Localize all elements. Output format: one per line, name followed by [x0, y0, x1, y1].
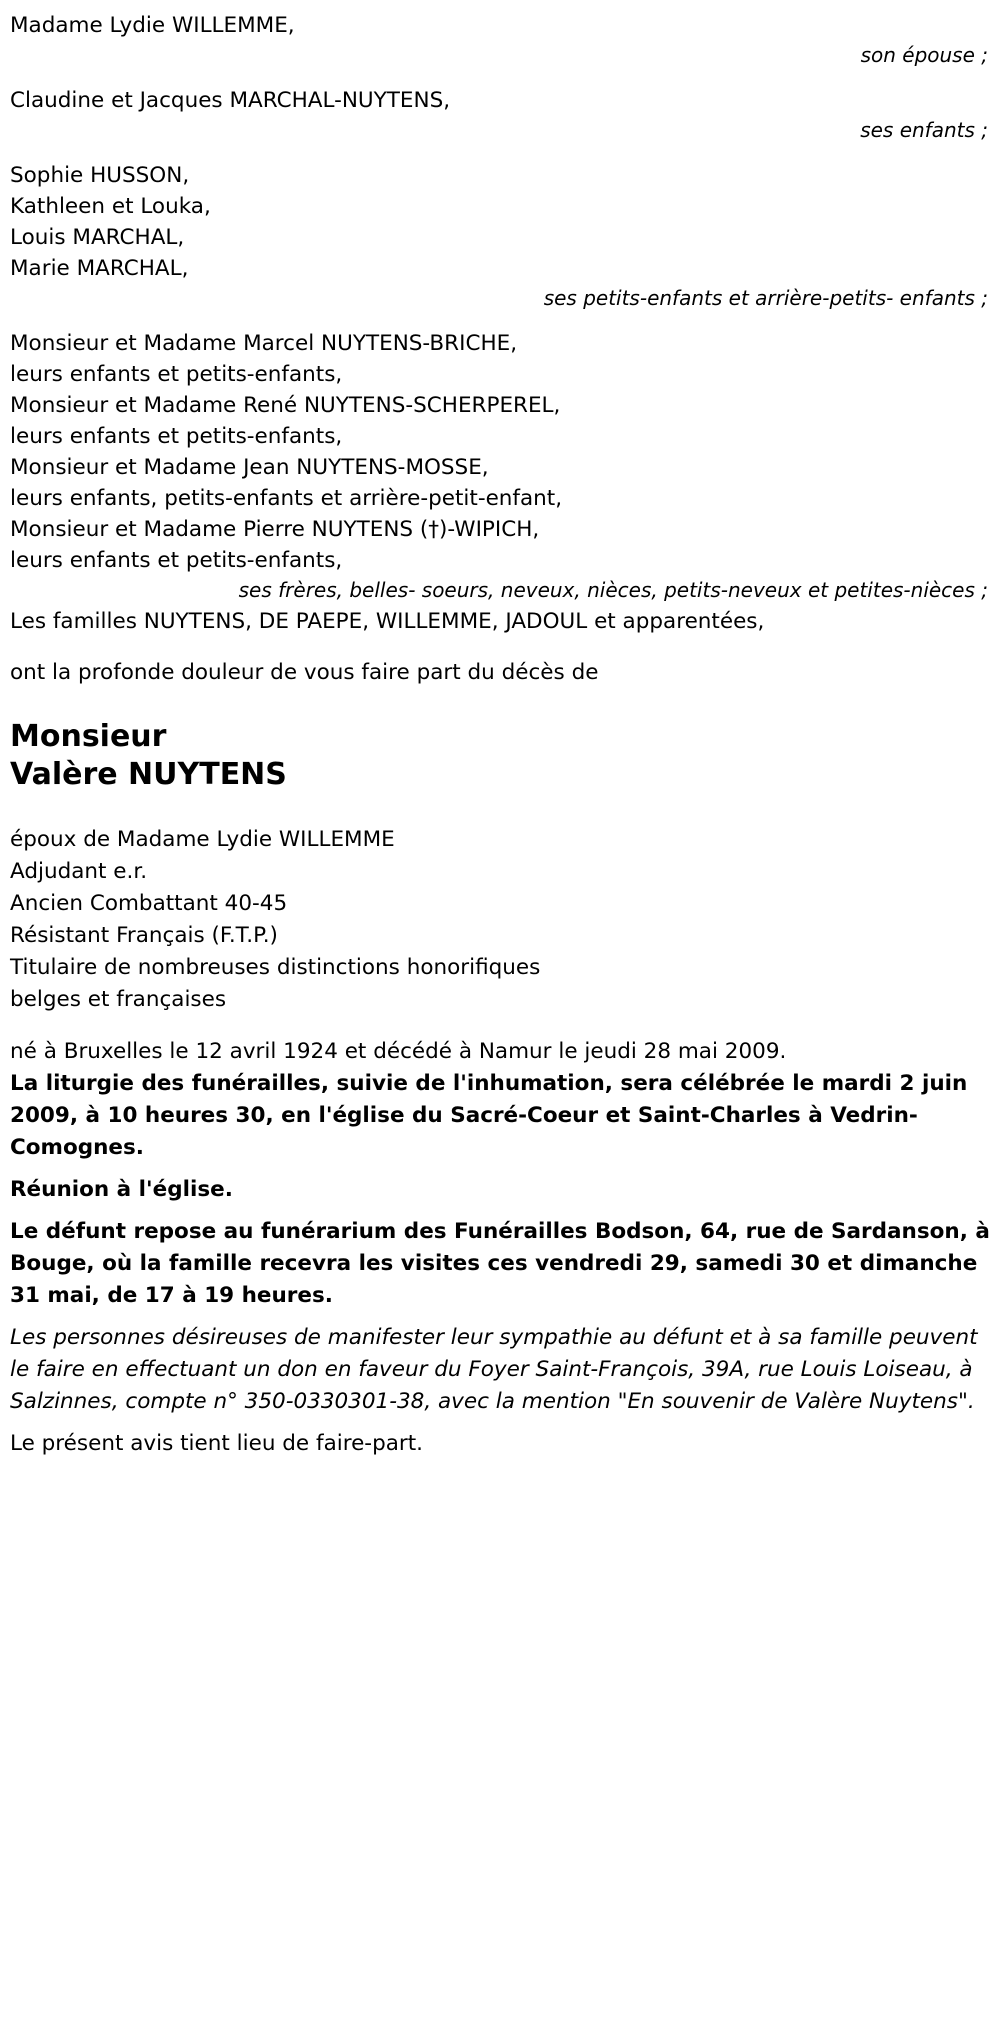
relation-label: ses frères, belles- soeurs, neveux, nièces, petits-neveux et petites-nièces ;	[238, 578, 988, 602]
detail-line: Titulaire de nombreuses distinctions honorifiques	[10, 955, 541, 980]
relation-label: ses enfants ;	[860, 118, 988, 142]
family-name-line: Monsieur et Madame Marcel NUYTENS-BRICHE,	[10, 331, 518, 356]
detail-line: époux de Madame Lydie WILLEMME	[10, 827, 395, 852]
related-families-line: Les familles NUYTENS, DE PAEPE, WILLEMME, JADOUL et apparentées,	[10, 609, 765, 634]
family-name-line: Sophie HUSSON,	[10, 163, 190, 188]
family-name-line: leurs enfants et petits-enfants,	[10, 548, 343, 573]
spacer	[10, 637, 990, 657]
visits-paragraph: Le défunt repose au funérarium des Funérailles Bodson, 64, rue de Sardanson, à Bouge, où la famille recevra les visites ces vendredi 29, samedi 30 et dimanche 31 mai, de 17 à 19 heures.	[10, 1219, 990, 1308]
family-group-children	[10, 85, 990, 144]
family-name-line: Claudine et Jacques MARCHAL-NUYTENS,	[10, 88, 451, 113]
spacer	[10, 146, 990, 158]
relation-label: son épouse ;	[860, 43, 988, 67]
detail-line: Résistant Français (F.T.P.)	[10, 923, 278, 948]
detail-line: belges et françaises	[10, 987, 227, 1012]
deceased-title: Monsieur	[10, 719, 167, 754]
funeral-paragraph: La liturgie des funérailles, suivie de l'inhumation, sera célébrée le mardi 2 juin 2009, à 10 heures 30, en l'église du Sacré-Coeur et Saint-Charles à Vedrin-Comognes.	[10, 1071, 968, 1160]
family-name-line: Marie MARCHAL,	[10, 256, 189, 281]
deceased-details	[10, 824, 990, 1016]
family-name-line: Monsieur et Madame Pierre NUYTENS (†)-WIPICH,	[10, 517, 540, 542]
family-name-line: Louis MARCHAL,	[10, 225, 185, 250]
family-names	[10, 85, 990, 116]
family-group-spouse	[10, 10, 990, 69]
donation-paragraph: Les personnes désireuses de manifester leur sympathie au défunt et à sa famille peuvent le faire en effectuant un don en faveur du Foyer Saint-François, 39A, rue Louis Loiseau, à Salzinnes, compte n° 350-0330301-38, avec la mention "En souvenir de Valère Nuytens".	[10, 1325, 978, 1414]
family-group-grandchildren	[10, 160, 990, 312]
spacer	[10, 71, 990, 83]
spacer	[10, 688, 990, 718]
closing-paragraph: Le présent avis tient lieu de faire-part.	[10, 1431, 423, 1456]
birth-death-line: né à Bruxelles le 12 avril 1924 et décédé à Namur le jeudi 28 mai 2009.	[10, 1039, 787, 1064]
family-name-line: leurs enfants, petits-enfants et arrière-petit-enfant,	[10, 486, 563, 511]
spacer	[10, 794, 990, 824]
family-names	[10, 328, 990, 576]
family-names	[10, 160, 990, 284]
deceased-name: Valère NUYTENS	[10, 757, 287, 792]
family-name-line: Monsieur et Madame Jean NUYTENS-MOSSE,	[10, 455, 489, 480]
detail-line: Adjudant e.r.	[10, 859, 148, 884]
family-name-line: Madame Lydie WILLEMME,	[10, 13, 295, 38]
announcement-line: ont la profonde douleur de vous faire part du décès de	[10, 660, 599, 685]
spacer	[10, 1016, 990, 1036]
spacer	[10, 314, 990, 326]
detail-line: Ancien Combattant 40-45	[10, 891, 288, 916]
family-group-siblings	[10, 328, 990, 604]
family-name-line: Monsieur et Madame René NUYTENS-SCHERPEREL,	[10, 393, 561, 418]
family-name-line: leurs enfants et petits-enfants,	[10, 362, 343, 387]
family-name-line: Kathleen et Louka,	[10, 194, 211, 219]
gathering-paragraph: Réunion à l'église.	[10, 1177, 233, 1202]
family-names	[10, 10, 990, 41]
family-name-line: leurs enfants et petits-enfants,	[10, 424, 343, 449]
relation-label: ses petits-enfants et arrière-petits- enfants ;	[543, 286, 988, 310]
